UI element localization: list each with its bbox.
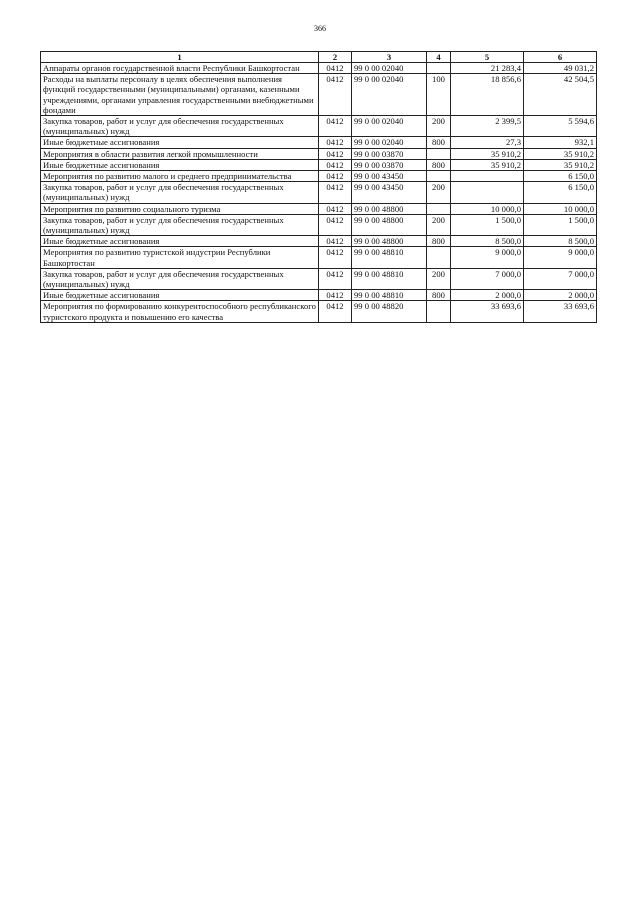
- table-row: [41, 182, 597, 203]
- cell-amount-6: 10 000,0: [524, 203, 597, 214]
- column-header-amount-6: 6: [524, 52, 597, 63]
- cell-amount-6: 1 500,0: [524, 214, 597, 235]
- cell-section: 0412: [319, 74, 352, 116]
- cell-name: Иные бюджетные ассигнования: [41, 236, 319, 247]
- cell-amount-5: 21 283,4: [451, 63, 524, 74]
- cell-target-code: 99 0 00 02040: [352, 74, 427, 116]
- cell-name: Закупка товаров, работ и услуг для обеспечения государственных (муниципальных) нужд: [41, 268, 319, 289]
- cell-target-code: 99 0 00 02040: [352, 137, 427, 148]
- table-row: [41, 74, 597, 116]
- cell-amount-6: 7 000,0: [524, 268, 597, 289]
- cell-amount-5: 18 856,6: [451, 74, 524, 116]
- table-row: [41, 290, 597, 301]
- cell-amount-5: 2 000,0: [451, 290, 524, 301]
- cell-expense-type: [427, 301, 451, 322]
- cell-name: Иные бюджетные ассигнования: [41, 159, 319, 170]
- cell-amount-5: 35 910,2: [451, 159, 524, 170]
- cell-target-code: 99 0 00 48820: [352, 301, 427, 322]
- table-row: [41, 63, 597, 74]
- table-body: [41, 63, 597, 323]
- table-header-row: [41, 52, 597, 63]
- cell-name: Мероприятия по развитию туристской индустрии Республики Башкортостан: [41, 247, 319, 268]
- column-header-type: 4: [427, 52, 451, 63]
- cell-amount-6: 5 594,6: [524, 116, 597, 137]
- table-row: [41, 148, 597, 159]
- cell-expense-type: 200: [427, 268, 451, 289]
- cell-amount-5: 27,3: [451, 137, 524, 148]
- cell-amount-6: 2 000,0: [524, 290, 597, 301]
- cell-name: Иные бюджетные ассигнования: [41, 137, 319, 148]
- cell-target-code: 99 0 00 48800: [352, 236, 427, 247]
- cell-target-code: 99 0 00 48810: [352, 268, 427, 289]
- cell-section: 0412: [319, 182, 352, 203]
- cell-section: 0412: [319, 247, 352, 268]
- column-header-amount-5: 5: [451, 52, 524, 63]
- cell-amount-6: 6 150,0: [524, 182, 597, 203]
- cell-name: Мероприятия в области развития легкой промышленности: [41, 148, 319, 159]
- cell-expense-type: 800: [427, 290, 451, 301]
- cell-target-code: 99 0 00 48810: [352, 290, 427, 301]
- cell-target-code: 99 0 00 48810: [352, 247, 427, 268]
- cell-expense-type: 200: [427, 182, 451, 203]
- cell-expense-type: [427, 171, 451, 182]
- cell-amount-5: 2 399,5: [451, 116, 524, 137]
- cell-amount-5: 8 500,0: [451, 236, 524, 247]
- cell-name: Закупка товаров, работ и услуг для обеспечения государственных (муниципальных) нужд: [41, 182, 319, 203]
- table-row: [41, 159, 597, 170]
- table-row: [41, 116, 597, 137]
- table-row: [41, 247, 597, 268]
- cell-expense-type: [427, 247, 451, 268]
- budget-table: [40, 51, 597, 323]
- cell-amount-5: 10 000,0: [451, 203, 524, 214]
- cell-amount-6: 35 910,2: [524, 159, 597, 170]
- cell-target-code: 99 0 00 02040: [352, 116, 427, 137]
- cell-target-code: 99 0 00 02040: [352, 63, 427, 74]
- cell-expense-type: [427, 63, 451, 74]
- cell-amount-6: 6 150,0: [524, 171, 597, 182]
- cell-expense-type: 200: [427, 116, 451, 137]
- cell-target-code: 99 0 00 48800: [352, 214, 427, 235]
- cell-expense-type: 800: [427, 236, 451, 247]
- cell-amount-5: 7 000,0: [451, 268, 524, 289]
- column-header-section: 2: [319, 52, 352, 63]
- cell-target-code: 99 0 00 48800: [352, 203, 427, 214]
- table-row: [41, 236, 597, 247]
- cell-amount-6: 9 000,0: [524, 247, 597, 268]
- cell-name: Мероприятия по формированию конкурентоспособного республиканского туристского продукта и повышению его качества: [41, 301, 319, 322]
- cell-amount-6: 49 031,2: [524, 63, 597, 74]
- cell-section: 0412: [319, 63, 352, 74]
- cell-target-code: 99 0 00 43450: [352, 171, 427, 182]
- cell-amount-5: 35 910,2: [451, 148, 524, 159]
- cell-section: 0412: [319, 171, 352, 182]
- cell-expense-type: [427, 148, 451, 159]
- cell-section: 0412: [319, 290, 352, 301]
- cell-amount-6: 932,1: [524, 137, 597, 148]
- cell-amount-6: 33 693,6: [524, 301, 597, 322]
- cell-section: 0412: [319, 148, 352, 159]
- cell-target-code: 99 0 00 43450: [352, 182, 427, 203]
- cell-section: 0412: [319, 137, 352, 148]
- cell-target-code: 99 0 00 03870: [352, 148, 427, 159]
- cell-amount-5: 9 000,0: [451, 247, 524, 268]
- cell-amount-5: 1 500,0: [451, 214, 524, 235]
- cell-section: 0412: [319, 301, 352, 322]
- cell-section: 0412: [319, 116, 352, 137]
- cell-name: Закупка товаров, работ и услуг для обеспечения государственных (муниципальных) нужд: [41, 116, 319, 137]
- cell-expense-type: [427, 203, 451, 214]
- cell-name: Аппараты органов государственной власти Республики Башкортостан: [41, 63, 319, 74]
- table-row: [41, 203, 597, 214]
- cell-amount-5: [451, 182, 524, 203]
- cell-section: 0412: [319, 214, 352, 235]
- cell-section: 0412: [319, 236, 352, 247]
- cell-section: 0412: [319, 159, 352, 170]
- column-header-target: 3: [352, 52, 427, 63]
- page-number: 366: [314, 24, 326, 33]
- cell-name: Закупка товаров, работ и услуг для обеспечения государственных (муниципальных) нужд: [41, 214, 319, 235]
- cell-expense-type: 200: [427, 214, 451, 235]
- cell-expense-type: 100: [427, 74, 451, 116]
- table-row: [41, 301, 597, 322]
- cell-name: Расходы на выплаты персоналу в целях обеспечения выполнения функций государственными (муниципальными) органами, казенными учреждениями, органами управления государственными внебюджетными фондами: [41, 74, 319, 116]
- cell-amount-6: 42 504,5: [524, 74, 597, 116]
- cell-name: Иные бюджетные ассигнования: [41, 290, 319, 301]
- cell-amount-6: 35 910,2: [524, 148, 597, 159]
- table-row: [41, 214, 597, 235]
- table-row: [41, 137, 597, 148]
- cell-section: 0412: [319, 268, 352, 289]
- cell-section: 0412: [319, 203, 352, 214]
- column-header-name: 1: [41, 52, 319, 63]
- table-row: [41, 171, 597, 182]
- cell-amount-5: 33 693,6: [451, 301, 524, 322]
- cell-expense-type: 800: [427, 159, 451, 170]
- cell-expense-type: 800: [427, 137, 451, 148]
- cell-target-code: 99 0 00 03870: [352, 159, 427, 170]
- cell-name: Мероприятия по развитию социального туризма: [41, 203, 319, 214]
- cell-amount-6: 8 500,0: [524, 236, 597, 247]
- cell-name: Мероприятия по развитию малого и среднего предпринимательства: [41, 171, 319, 182]
- cell-amount-5: [451, 171, 524, 182]
- table-row: [41, 268, 597, 289]
